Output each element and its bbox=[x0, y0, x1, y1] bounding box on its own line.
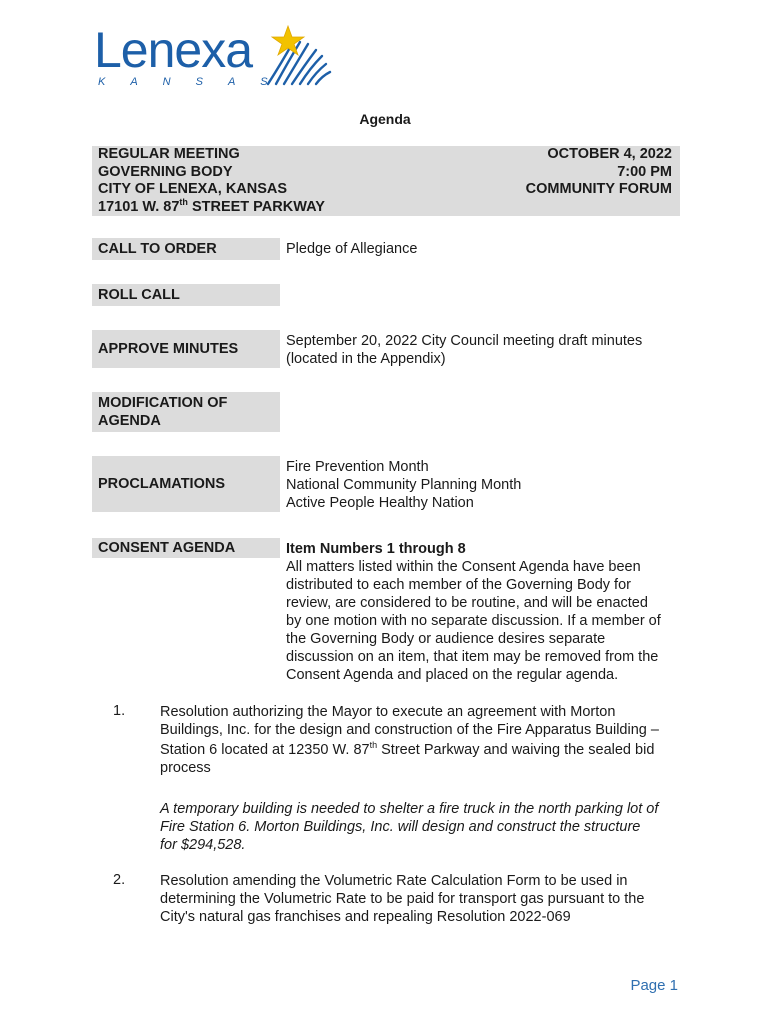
logo-subtitle: KANSAS bbox=[98, 76, 293, 88]
meeting-time: 7:00 PM bbox=[617, 163, 672, 180]
street-address: 17101 W. 87th STREET PARKWAY bbox=[98, 196, 325, 215]
section-modification-of-agenda: MODIFICATION OF AGENDA bbox=[92, 392, 280, 432]
proclamation-item: National Community Planning Month bbox=[286, 477, 522, 493]
call-to-order-text: Pledge of Allegiance bbox=[286, 241, 418, 257]
meeting-info bbox=[98, 146, 325, 216]
page-number: Page 1 bbox=[630, 977, 678, 994]
item-number: 1. bbox=[113, 703, 126, 719]
meeting-date: OCTOBER 4, 2022 bbox=[547, 146, 672, 162]
proclamation-item: Active People Healthy Nation bbox=[286, 495, 474, 511]
proclamation-item: Fire Prevention Month bbox=[286, 459, 429, 475]
item-1-note: A temporary building is needed to shelter a fire truck in the north parking lot of Fire Station 6. Morton Buildings, Inc. will design and construct the structure for $294,528. bbox=[160, 801, 659, 853]
star-grass-icon bbox=[262, 22, 332, 86]
section-roll-call: ROLL CALL bbox=[92, 284, 280, 306]
consent-heading: Item Numbers 1 through 8 bbox=[286, 541, 466, 557]
item-2-text: Resolution amending the Volumetric Rate Calculation Form to be used in determining the Volumetric Rate to be paid for transport gas pursuant to the City's natural gas franchises and repealing Resolution 2022-069 bbox=[160, 873, 645, 925]
lenexa-logo bbox=[94, 20, 334, 90]
item-1-text: Resolution authorizing the Mayor to execute an agreement with Morton Buildings, Inc. for the design and construction of the Fire Apparatus Building – Station 6 located at 12350 W. 87th Street Parkway and waiving the sealed bid process bbox=[160, 704, 659, 776]
city-name: CITY OF LENEXA, KANSAS bbox=[98, 181, 288, 197]
meeting-header bbox=[92, 146, 680, 216]
logo-wordmark: Lenexa bbox=[94, 22, 253, 78]
section-approve-minutes: APPROVE MINUTES bbox=[92, 330, 280, 368]
item-number: 2. bbox=[113, 872, 126, 888]
section-proclamations: PROCLAMATIONS bbox=[92, 456, 280, 512]
meeting-date-info bbox=[526, 146, 672, 199]
approve-minutes-text: September 20, 2022 City Council meeting draft minutes (located in the Appendix) bbox=[286, 333, 643, 367]
governing-body: GOVERNING BODY bbox=[98, 163, 233, 180]
meeting-location: COMMUNITY FORUM bbox=[525, 181, 672, 197]
consent-agenda-text: Item Numbers 1 through 8 All matters listed within the Consent Agenda have been distributed to each member of the Governing Body for review, are considered to be routine, and will be enacted by one motion with no separate discussion. If a member of the Governing Body or audience desires separate discussion on an item, that item may be removed from the Consent Agenda and placed on the regular agenda. bbox=[286, 540, 686, 684]
meeting-type: REGULAR MEETING bbox=[98, 146, 240, 162]
proclamations-list bbox=[286, 458, 686, 512]
agenda-title: Agenda bbox=[359, 111, 411, 127]
section-call-to-order: CALL TO ORDER bbox=[92, 238, 280, 260]
section-consent-agenda: CONSENT AGENDA bbox=[92, 538, 280, 558]
